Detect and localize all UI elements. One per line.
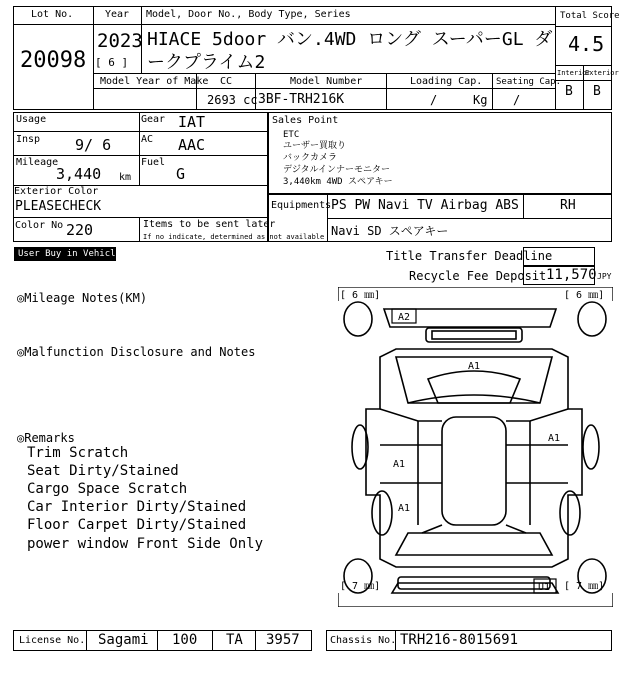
model-number: 3BF-TRH216K [258,92,345,107]
tire-depth-front-left: [ 6 ㎜] [340,290,381,301]
divider [327,218,612,219]
remarks-heading: ◎Remarks [17,431,75,445]
loading-cap-unit: Kg [473,93,488,107]
exterior-color-label: Exterior Color [14,186,99,197]
divider [386,73,387,110]
model-year-label: Model Year of Make [100,76,209,87]
year-value: 2023 [97,30,143,52]
damage-mark-rear-bumper: U1 [538,582,551,593]
divider [555,6,556,110]
tire-mid-right [583,425,599,469]
title-transfer-label: Title Transfer Deadline [386,249,553,263]
recycle-fee-label: Recycle Fee Deposit [409,269,547,283]
divider [13,217,268,218]
damage-mark-left-front-door: A1 [393,459,406,470]
title-transfer-value [523,247,595,266]
loading-cap-value: / [430,93,438,107]
fuel-label: Fuel [141,157,166,168]
remark-item: Car Interior Dirty/Stained [27,499,247,515]
steering-side: RH [560,198,576,213]
remark-item: Seat Dirty/Stained [27,463,179,479]
interior-label: Interior [557,69,591,77]
divider [139,112,140,185]
mileage-unit: km [119,172,132,183]
divider [523,194,524,218]
divider [86,630,87,651]
rear-bumper [392,583,558,593]
divider [13,155,268,156]
divider [93,88,555,89]
sales-point-label: Sales Point [272,115,339,126]
sales-point-3: バックカメラ [283,153,338,163]
chassis-number: TRH216-8015691 [400,632,519,648]
damage-mark-right-side: A1 [548,433,561,444]
divider [255,630,256,651]
gear-value: IAT [178,113,206,131]
ac-value: AAC [178,136,206,154]
remark-item: Floor Carpet Dirty/Stained [27,517,247,533]
model-number-label: Model Number [290,76,363,87]
tire-lower-right [560,491,580,535]
lot-no: 20098 [20,48,87,73]
tire-front-right [578,302,606,336]
sales-point-1: ETC [283,130,300,140]
malfunction-heading: ◎Malfunction Disclosure and Notes [17,345,256,359]
sales-point-2: ユーザー買取り [283,141,347,151]
loading-cap-label: Loading Cap. [410,76,483,87]
mileage-notes-heading: ◎Mileage Notes(KM) [17,291,148,305]
usage-label: Usage [16,114,47,125]
license-region: Sagami [98,632,149,648]
remark-item: power window Front Side Only [27,536,264,552]
ac-label: AC [141,134,154,145]
divider [139,217,140,242]
items-later-label: Items to be sent later [143,219,276,230]
recycle-fee-unit: JPY [597,272,612,281]
divider [157,630,158,651]
seating-cap-value: / [513,93,521,107]
mileage-label: Mileage [16,157,59,168]
year-sub: [ 6 ] [95,56,129,69]
model-line-2: ークプライム2 [147,52,266,73]
divider [492,73,493,110]
model-line-1: HIACE 5door バン.4WD ロング スーパーGL ダ [147,29,553,50]
items-later-sub: If no indicate, determined as not available [143,233,325,241]
color-no-label: Color No [15,220,64,231]
cc-label: CC [220,76,233,87]
year-label: Year [105,9,130,20]
equipment-label: Equipments [271,200,332,211]
license-label: License No. [19,635,86,646]
tire-depth-rear-right: [ 7 ㎜] [564,581,605,592]
chassis-label: Chassis No. [330,635,397,646]
total-score-label: Total Score [560,11,620,21]
model-label: Model, Door No., Body Type, Series [146,9,351,20]
fuel-value: G [176,165,186,183]
divider [93,6,94,110]
equipment-line-1: PS PW Navi TV Airbag ABS [331,198,519,213]
license-kana: TA [226,632,243,648]
damage-mark-left-rear: A1 [398,503,411,514]
divider [212,630,213,651]
sales-point-5: 3,440km 4WD スペアキー [283,177,393,187]
license-class: 100 [172,632,198,648]
seating-cap-label: Seating Cap. [496,77,562,87]
tire-front-left [344,302,372,336]
recycle-fee-value: 11,570 [546,267,597,283]
damage-mark-hood: A1 [468,361,481,372]
divider [555,26,612,27]
sales-point-4: デジタルインナーモニター [283,165,391,175]
tire-depth-rear-left: [ 7 ㎜] [340,581,381,592]
damage-mark-front-bumper: A2 [398,312,411,323]
equipment-line-2: Navi SD スペアキー [331,224,449,238]
insp-label: Insp [16,134,41,145]
body-outline [366,349,582,567]
cc-value: 2693 cc [207,93,258,107]
exterior-label: Exterior [585,69,619,77]
divider [13,24,93,25]
rear-window [396,533,552,555]
tire-lower-left [372,491,392,535]
mileage-value: 3,440 [56,165,102,183]
license-number: 3957 [266,632,300,648]
insp-value: 9/ 6 [75,136,112,154]
user-buy-label: User Buy in Vehicle [18,249,121,259]
lot-no-label: Lot No. [31,9,74,20]
interior-grade: B [565,84,573,99]
tire-depth-front-right: [ 6 ㎜] [564,290,605,301]
vehicle-condition-diagram [338,287,613,607]
color-no-value: 220 [66,221,94,239]
remark-item: Cargo Space Scratch [27,481,188,497]
exterior-color-value: PLEASECHECK [15,199,102,214]
gear-label: Gear [141,114,166,125]
roof [442,417,506,525]
exterior-grade: B [593,84,601,99]
total-score: 4.5 [568,32,605,56]
divider [13,131,268,132]
remark-item: Trim Scratch [27,445,129,461]
